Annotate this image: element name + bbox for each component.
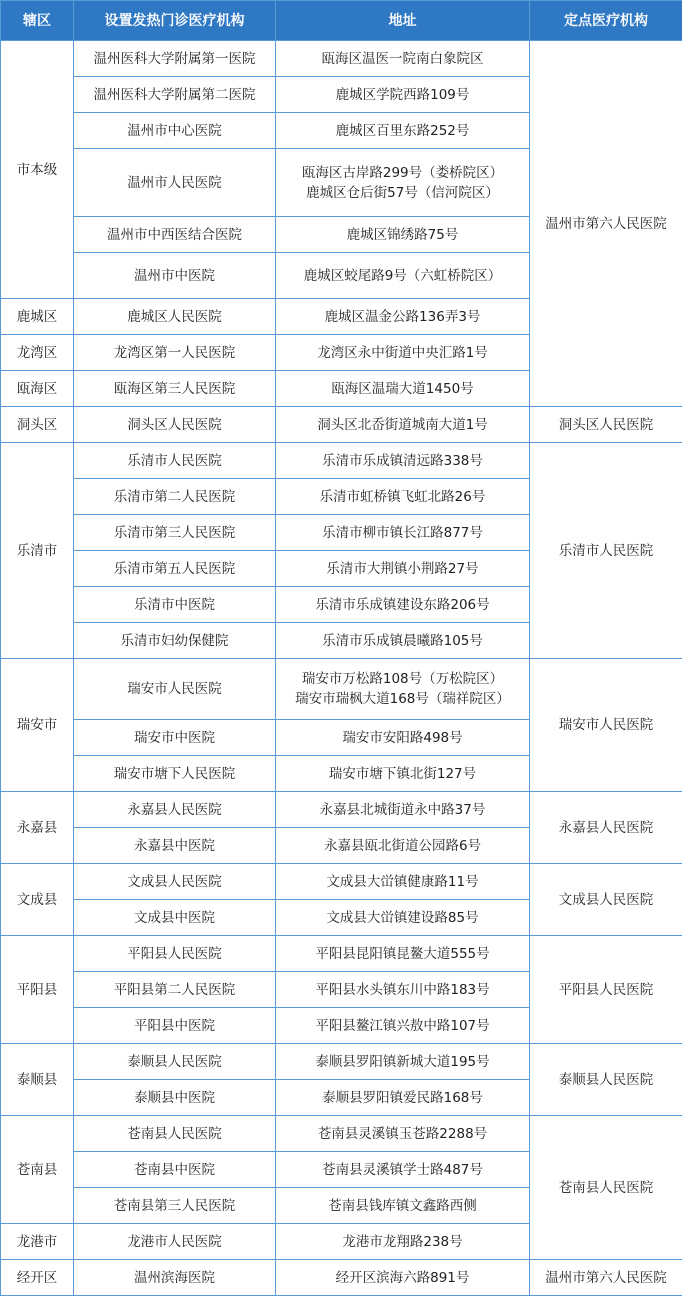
address-cell: 苍南县钱库镇文鑫路西侧	[276, 1188, 530, 1224]
header-hospital: 设置发热门诊医疗机构	[74, 1, 276, 41]
table-row	[1, 1260, 682, 1296]
designated-cell: 苍南县人民医院	[530, 1116, 682, 1260]
district-cell: 经开区	[1, 1260, 74, 1296]
designated-cell: 温州市第六人民医院	[530, 1260, 682, 1296]
address-cell: 瓯海区温瑞大道1450号	[276, 371, 530, 407]
address-cell: 苍南县灵溪镇学士路487号	[276, 1152, 530, 1188]
table-row	[1, 659, 682, 720]
hospital-cell: 温州医科大学附属第二医院	[74, 77, 276, 113]
district-cell: 市本级	[1, 41, 74, 299]
hospital-cell: 乐清市妇幼保健院	[74, 623, 276, 659]
address-cell: 瑞安市安阳路498号	[276, 720, 530, 756]
address-cell: 乐清市乐成镇晨曦路105号	[276, 623, 530, 659]
address-line: 瑞安市万松路108号（万松院区）	[301, 671, 504, 687]
address-cell: 平阳县鳌江镇兴敖中路107号	[276, 1008, 530, 1044]
district-cell: 永嘉县	[1, 792, 74, 864]
address-cell: 永嘉县瓯北街道公园路6号	[276, 828, 530, 864]
hospital-cell: 永嘉县中医院	[74, 828, 276, 864]
address-cell: 泰顺县罗阳镇爱民路168号	[276, 1080, 530, 1116]
address-cell: 乐清市虹桥镇飞虹北路26号	[276, 479, 530, 515]
address-cell: 文成县大峃镇建设路85号	[276, 900, 530, 936]
hospital-cell: 瑞安市中医院	[74, 720, 276, 756]
address-cell: 鹿城区蛟尾路9号（六虹桥院区）	[276, 253, 530, 299]
hospital-cell: 瑞安市塘下人民医院	[74, 756, 276, 792]
address-cell: 洞头区北岙街道城南大道1号	[276, 407, 530, 443]
address-cell: 鹿城区锦绣路75号	[276, 217, 530, 253]
hospital-cell: 乐清市第二人民医院	[74, 479, 276, 515]
designated-cell: 平阳县人民医院	[530, 936, 682, 1044]
table-row	[1, 1116, 682, 1152]
header-district: 辖区	[1, 1, 74, 41]
address-cell: 瑞安市塘下镇北街127号	[276, 756, 530, 792]
hospital-cell: 温州医科大学附属第一医院	[74, 41, 276, 77]
address-cell: 永嘉县北城街道永中路37号	[276, 792, 530, 828]
hospital-cell: 乐清市中医院	[74, 587, 276, 623]
district-cell: 苍南县	[1, 1116, 74, 1224]
address-cell	[276, 659, 530, 720]
hospital-cell: 文成县中医院	[74, 900, 276, 936]
hospital-cell: 乐清市人民医院	[74, 443, 276, 479]
hospital-cell: 瑞安市人民医院	[74, 659, 276, 720]
address-cell	[276, 149, 530, 217]
designated-cell: 泰顺县人民医院	[530, 1044, 682, 1116]
table-row	[1, 1044, 682, 1080]
address-cell: 泰顺县罗阳镇新城大道195号	[276, 1044, 530, 1080]
address-cell: 鹿城区学院西路109号	[276, 77, 530, 113]
hospital-cell: 泰顺县中医院	[74, 1080, 276, 1116]
hospital-cell: 龙港市人民医院	[74, 1224, 276, 1260]
district-cell: 瓯海区	[1, 371, 74, 407]
district-cell: 龙湾区	[1, 335, 74, 371]
district-cell: 龙港市	[1, 1224, 74, 1260]
hospital-cell: 乐清市第五人民医院	[74, 551, 276, 587]
address-cell: 乐清市乐成镇清远路338号	[276, 443, 530, 479]
district-cell: 文成县	[1, 864, 74, 936]
address-cell: 乐清市乐成镇建设东路206号	[276, 587, 530, 623]
hospital-cell: 瓯海区第三人民医院	[74, 371, 276, 407]
hospital-cell: 温州滨海医院	[74, 1260, 276, 1296]
address-cell: 文成县大峃镇健康路11号	[276, 864, 530, 900]
address-line: 瓯海区古岸路299号（娄桥院区）	[301, 164, 504, 181]
hospital-cell: 永嘉县人民医院	[74, 792, 276, 828]
designated-cell: 文成县人民医院	[530, 864, 682, 936]
hospital-cell: 温州市人民医院	[74, 149, 276, 217]
hospital-cell: 洞头区人民医院	[74, 407, 276, 443]
hospital-cell: 温州市中医院	[74, 253, 276, 299]
hospital-cell: 苍南县人民医院	[74, 1116, 276, 1152]
address-line: 鹿城区仓后街57号（信河院区）	[306, 184, 499, 201]
designated-cell: 永嘉县人民医院	[530, 792, 682, 864]
address-cell: 鹿城区温金公路136弄3号	[276, 299, 530, 335]
hospital-cell: 平阳县人民医院	[74, 936, 276, 972]
header-row	[1, 1, 682, 41]
address-cell: 平阳县水头镇东川中路183号	[276, 972, 530, 1008]
hospital-cell: 泰顺县人民医院	[74, 1044, 276, 1080]
district-cell: 乐清市	[1, 443, 74, 659]
address-cell: 平阳县昆阳镇昆鳌大道555号	[276, 936, 530, 972]
address-cell: 乐清市柳市镇长江路877号	[276, 515, 530, 551]
address-line: 瑞安市瑞枫大道168号（瑞祥院区）	[295, 691, 510, 707]
header-address: 地址	[276, 1, 530, 41]
address-cell: 瓯海区温医一院南白象院区	[276, 41, 530, 77]
table-row	[1, 936, 682, 972]
header-designated: 定点医疗机构	[530, 1, 682, 41]
address-cell: 经开区滨海六路891号	[276, 1260, 530, 1296]
hospital-cell: 乐清市第三人民医院	[74, 515, 276, 551]
table-row	[1, 443, 682, 479]
address-cell: 乐清市大荆镇小荆路27号	[276, 551, 530, 587]
address-cell: 龙港市龙翔路238号	[276, 1224, 530, 1260]
district-cell: 鹿城区	[1, 299, 74, 335]
hospital-cell: 平阳县中医院	[74, 1008, 276, 1044]
hospital-cell: 鹿城区人民医院	[74, 299, 276, 335]
district-cell: 洞头区	[1, 407, 74, 443]
district-cell: 平阳县	[1, 936, 74, 1044]
address-cell: 鹿城区百里东路252号	[276, 113, 530, 149]
designated-cell: 温州市第六人民医院	[530, 41, 682, 407]
district-cell: 瑞安市	[1, 659, 74, 792]
hospital-cell: 文成县人民医院	[74, 864, 276, 900]
table-row	[1, 792, 682, 828]
hospital-cell: 平阳县第二人民医院	[74, 972, 276, 1008]
hospital-cell: 苍南县中医院	[74, 1152, 276, 1188]
hospital-cell: 龙湾区第一人民医院	[74, 335, 276, 371]
hospital-cell: 温州市中心医院	[74, 113, 276, 149]
table-row	[1, 864, 682, 900]
designated-cell: 乐清市人民医院	[530, 443, 682, 659]
designated-cell: 洞头区人民医院	[530, 407, 682, 443]
address-cell: 苍南县灵溪镇玉苍路2288号	[276, 1116, 530, 1152]
table-row	[1, 407, 682, 443]
address-cell: 龙湾区永中街道中央汇路1号	[276, 335, 530, 371]
table-row	[1, 41, 682, 77]
district-cell: 泰顺县	[1, 1044, 74, 1116]
hospital-cell: 苍南县第三人民医院	[74, 1188, 276, 1224]
hospital-cell: 温州市中西医结合医院	[74, 217, 276, 253]
designated-cell: 瑞安市人民医院	[530, 659, 682, 792]
